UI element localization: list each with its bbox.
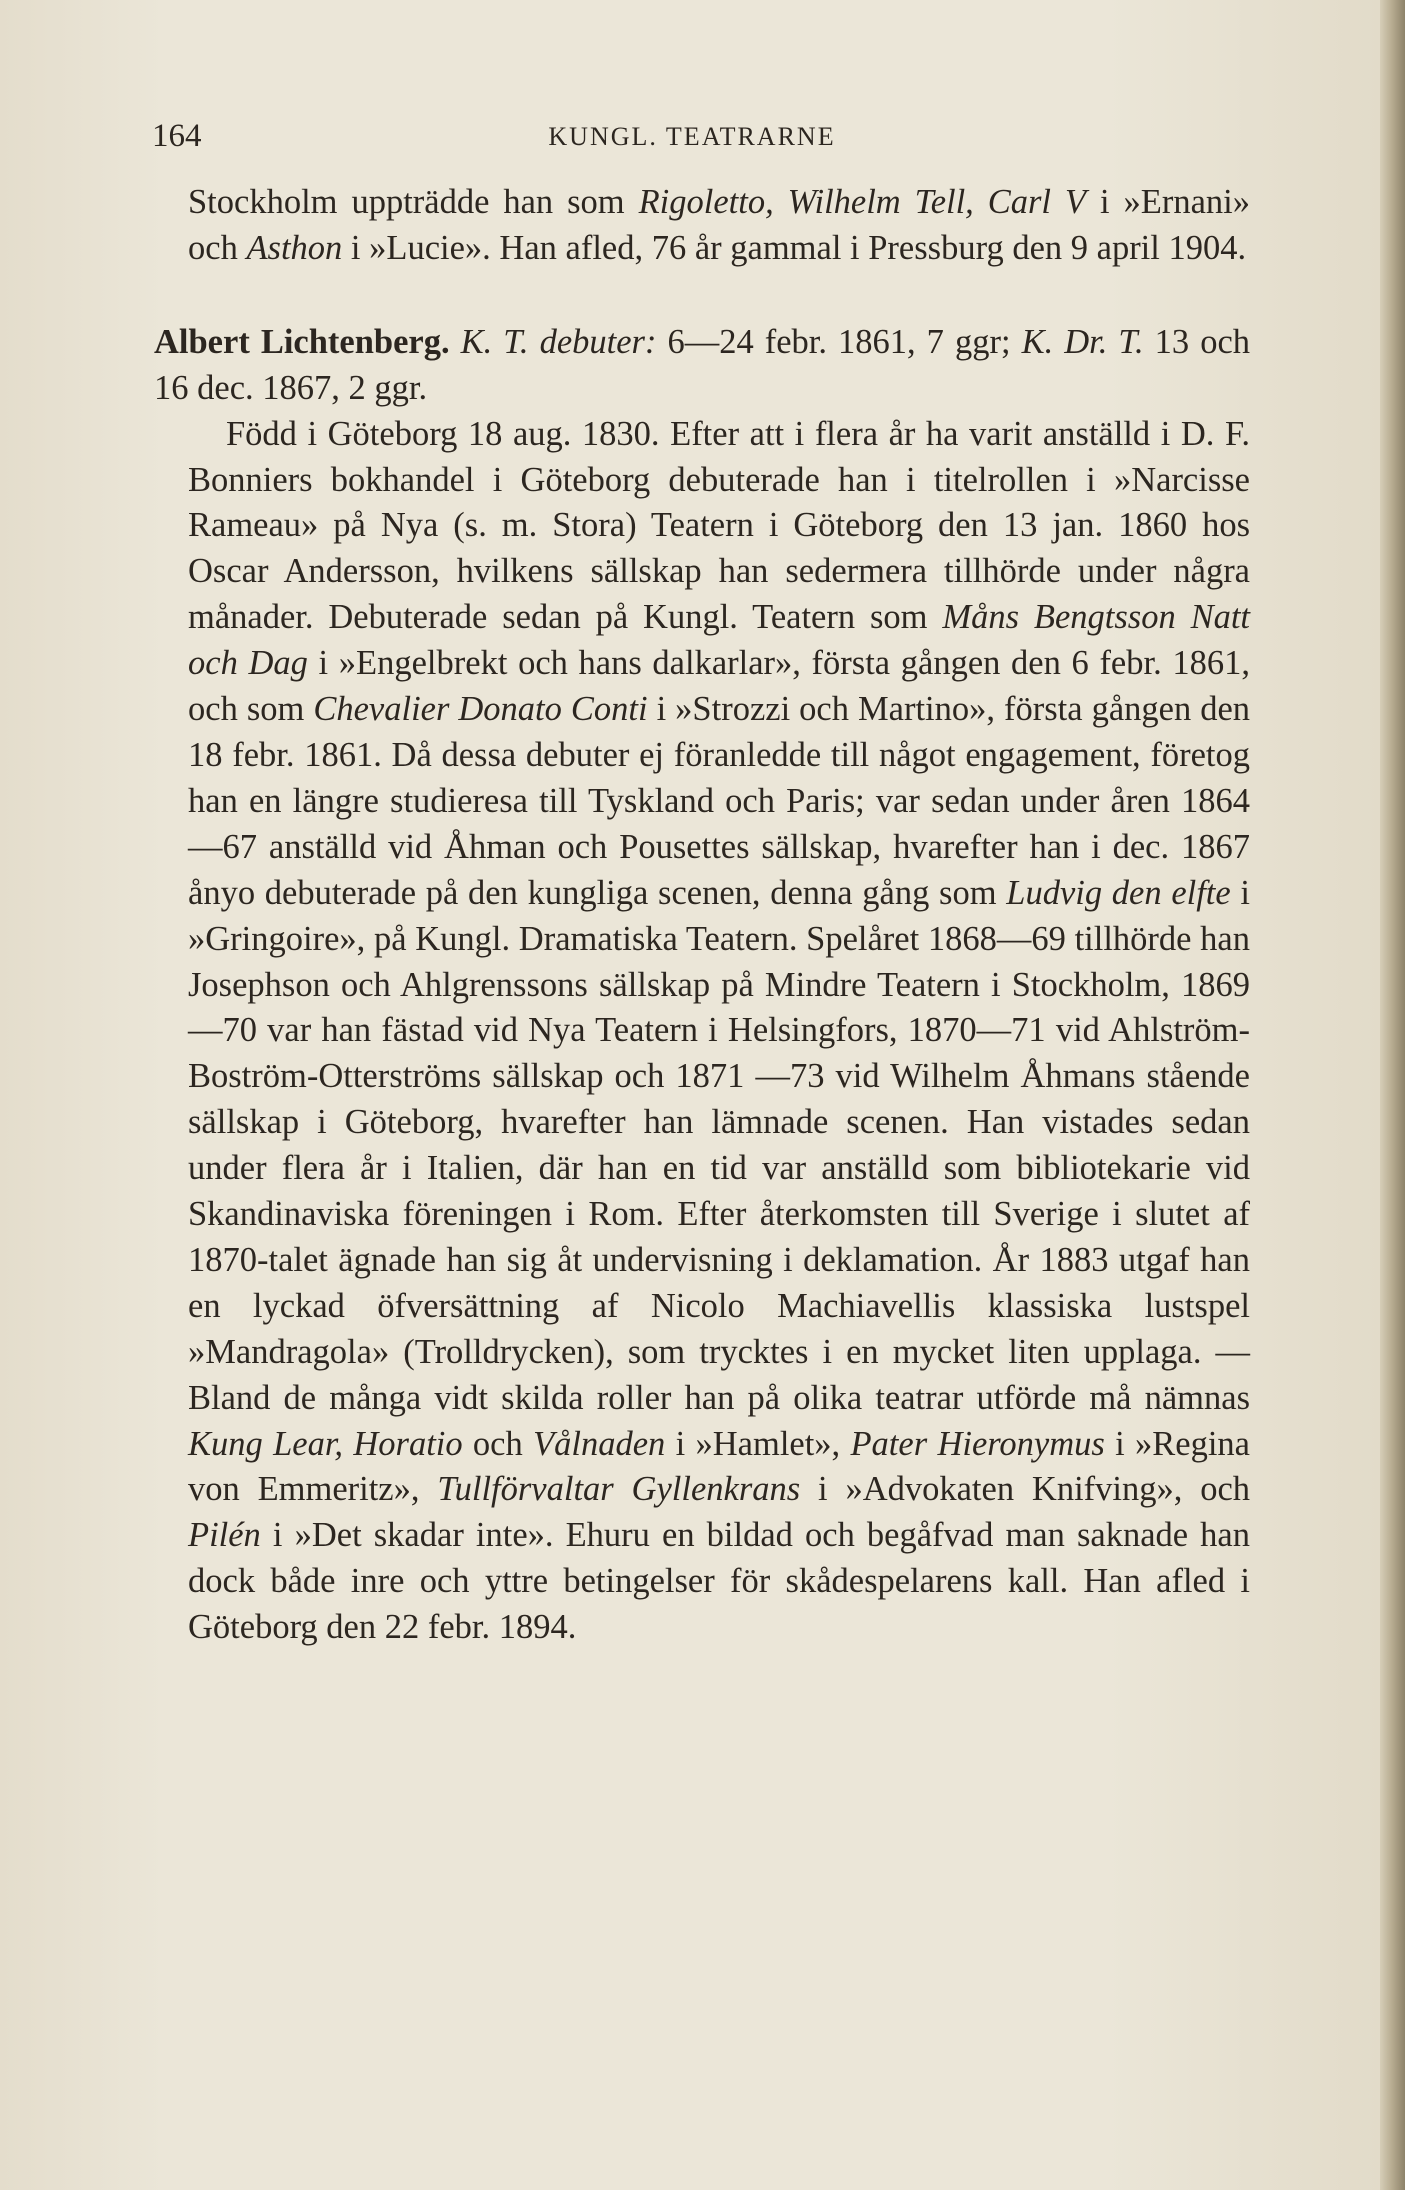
entry-gap — [188, 272, 1250, 320]
page-number: 164 — [152, 118, 202, 154]
entry-name: Albert Lichtenberg. — [154, 322, 450, 361]
running-title: KUNGL. TEATRARNE — [548, 122, 836, 151]
running-header — [152, 118, 1232, 158]
text-body — [154, 180, 1251, 1651]
entry-heading: Albert Lichtenberg. K. T. debuter: 6—24 febr. 1861, 7 ggr; K. Dr. T. 13 och 16 dec. 1867, 2 ggr. — [154, 322, 1251, 407]
continued-paragraph: Stockholm uppträdde han som Rigoletto, Wilhelm Tell, Carl V i »Ernani» och Asthon i »Lucie». Han afled, 76 år gammal i Pressburg den 9 april 1904. — [188, 183, 1250, 267]
page-edge — [1380, 0, 1405, 2190]
biography-paragraph: Född i Göteborg 18 aug. 1830. Efter att i flera år ha varit anställd i D. F. Bonniers bokhandel i Göteborg debuterade han i titelrollen i »Narcisse Rameau» på Nya (s. m. Stora) Teatern i Göteborg den 13 jan. 1860 hos Oscar Andersson, hvilkens sällskap han sedermera tillhörde under några månader. Debuterade sedan på Kungl. Teatern som Måns Bengtsson Natt och Dag i »Engelbrekt och hans dalkarlar», första gången den 6 febr. 1861, och som Chevalier Donato Conti i »Strozzi och Martino», första gången den 18 febr. 1861. Då dessa debuter ej föranledde till något engagement, företog han en längre studieresa till Tyskland och Paris; var sedan under åren 1864—67 anställd vid Åhman och Pousettes sällskap, hvarefter han i dec. 1867 ånyo debuterade på den kungliga scenen, denna gång som Ludvig den elfte i »Gringoire», på Kungl. Dramatiska Teatern. Spelåret 1868—69 tillhörde han Josephson och Ahlgrenssons sällskap på Mindre Teatern i Stockholm, 1869—70 var han fästad vid Nya Teatern i Helsingfors, 1870—71 vid Ahlström-Boström-Otterströms sällskap och 1871 —73 vid Wilhelm Åhmans stående sällskap i Göteborg, hvarefter han lämnade scenen. Han vistades sedan under flera år i Italien, där han en tid var anställd som bibliotekarie vid Skandinaviska föreningen i Rom. Efter återkomsten till Sverige i slutet af 1870-talet ägnade han sig åt undervisning i deklamation. År 1883 utgaf han en lyckad öfversättning af Nicolo Machiavellis klassiska lustspel »Mandragola» (Trolldrycken), som trycktes i en mycket liten upplaga. — Bland de många vidt skilda roller han på olika teatrar utförde må nämnas Kung Lear, Horatio och Vålnaden i »Hamlet», Pater Hieronymus i »Regina von Emmeritz», Tullförvaltar Gyllenkrans i »Advokaten Knifving», och Pilén i »Det skadar inte». Ehuru en bildad och begåfvad man saknade han dock både inre och yttre betingelser för skådespelarens kall. Han afled i Göteborg den 22 febr. 1894. — [188, 414, 1251, 1647]
